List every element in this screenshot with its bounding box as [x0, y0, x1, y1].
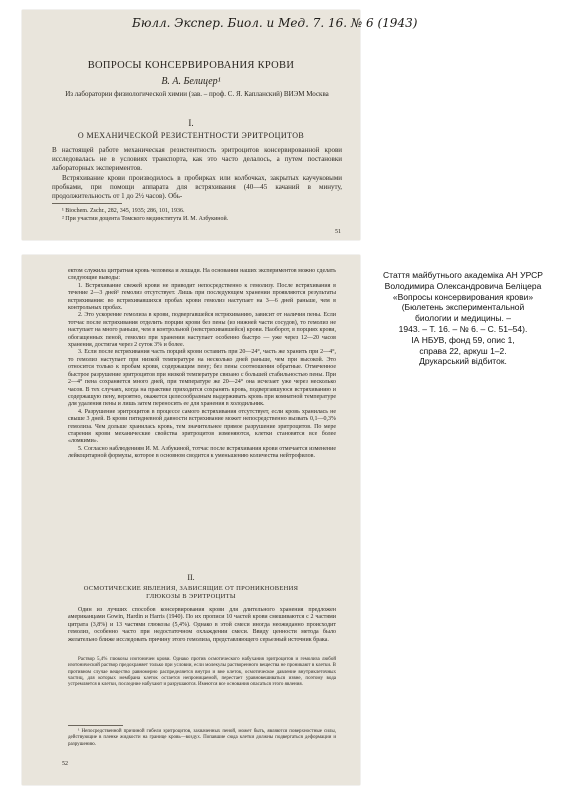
body-paragraph: Встряхивание крови производилось в пробирках или колбочках, закрытых каучуковыми пробками, при помощи аппарата для встряхивания (40—45 качаний в минуту, продолжительность от 1 до 2½ часов). Обь- — [52, 173, 342, 201]
caption-line: Стаття майбутнього академіка АН УРСР — [383, 270, 543, 280]
section-title: О МЕХАНИЧЕСКОЙ РЕЗИСТЕНТНОСТИ ЭРИТРОЦИТОВ — [77, 131, 305, 140]
footnote: ¹ Biochem. Zschr., 282, 345, 1935; 286, 101, 1936. — [62, 208, 185, 214]
page2-body — [68, 268, 336, 461]
page1-footnotes — [62, 207, 332, 223]
section-title: ОСМОТИЧЕСКИЕ ЯВЛЕНИЯ, ЗАВИСЯЩИЕ ОТ ПРОНИКНОВЕНИЯ ГЛЮКОЗЫ В ЭРИТРОЦИТЫ — [83, 585, 299, 600]
handwritten-citation: Бюлл. Экспер. Биол. и Мед. 7. 16. № 6 (1943) — [132, 16, 418, 30]
caption-line: биологии и медицины. – — [415, 313, 511, 324]
caption-line: ІА НБУВ, фонд 59, опис 1, — [411, 334, 515, 345]
article-affiliation: Из лаборатории физиологической химии (зав. – проф. С. Я. Капланский) ВИЭМ Москва — [65, 90, 329, 98]
caption-line: «Вопросы консервирования крови» — [392, 291, 534, 302]
small-print-paragraph: Раствор 5,4% глюкозы изотоничен крови. Однако против осмотического набухания эритроцитов и гемолиза любой изотонический раствор предохраняет только при условии, если молекулы растворенного вещества не проникают в клетки. В противном случае вещество равномерно распределяется внутри и вне клеток, осмотическое давление внутриклеточных частиц, для которых мембрана клеток остается непроницаемой, перестает уравновешиваться извне, поэтому вода устремляется в клетки, последние набухают и разрушаются. Имеются все основания опасаться этого явления. — [68, 657, 336, 688]
page-51-scan — [22, 10, 418, 240]
conclusion-3: 3. Если после встряхивания часть порций крови оставить при 20—24°, часть же хранить при 2—4°, то гемолиз наступает при низкой температуре на несколько дней раньше, чем при высокой. Это относится только к пробам крови, содержащим пену; без пены соотношения обратные. Отмеченное быстрое разрушение эритроцитов при низкой температуре связано с большей стабильностью пены. При 2—4° пена сохраняется много дней, при температуре же 20—24° она исчезает уже через несколько часов. В тех случаях, когда на практике приходится сохранять кровь, подвергавшуюся встряхиванию и содержащую пену, вероятно, окажется целесообразным выдерживать кровь при комнатной температуре для удаления пены и лишь затем переносить ее для хранения в холодильник. — [68, 349, 336, 408]
caption-line: справа 22, аркуш 1–2. — [419, 345, 507, 356]
caption-line: Володимира Олександровича Беліцера — [384, 280, 542, 291]
footnote: ² При участии доцента Томского мединститута И. М. Азбукиной. — [62, 216, 229, 222]
caption-line: (Бюлетень экспериментальной — [401, 302, 525, 313]
footnote-divider — [52, 203, 122, 204]
section-number: I. — [188, 118, 194, 128]
body-paragraph: ектом служила цитратная кровь человека и лошади. На основании наших экспериментов можно сделать следующие выводы: — [68, 268, 336, 282]
body-paragraph: В настоящей работе механическая резистентность эритроцитов консервированной крови исследовалась не в условиях транспорта, как это часто делалось, а путем постановки лабораторных экспериментов. — [52, 146, 342, 173]
page1-body — [52, 146, 342, 201]
archive-caption — [368, 270, 558, 367]
footnote-divider — [68, 725, 123, 726]
article-title: ВОПРОСЫ КОНСЕРВИРОВАНИЯ КРОВИ — [87, 60, 295, 71]
page-52-scan — [22, 255, 360, 785]
article-author: В. А. Белицер¹ — [161, 76, 221, 87]
footnote: ¹ Непосредственной причиной гибели эритроцитов, захваченных пеной, может быть, являются поверхностные силы, действующие в пленке жидкости на границе кровь—воздух. Попавшие сюда клетки должны подвергаться деформации и разрушению. — [68, 729, 336, 747]
page-number: 52 — [62, 761, 68, 767]
page-number: 51 — [335, 229, 341, 235]
section2-body — [68, 607, 336, 644]
caption-line: 1943. – Т. 16. – № 6. – С. 51–54). — [398, 323, 528, 334]
body-paragraph: Один из лучших способов консервирования крови для длительного хранения предложен американцами Gowin, Hardin и Harris (1940). По их прописи 10 частей крови смешиваются с 2 частями цитрата (3,8%) и 13 частями глюкозы (5,4%). Однако в этой смеси иногда неожиданно происходит гемолиз, особенно часто при недостаточном охлаждении смеси. Ввиду ценности метода было желательно ближе исследовать причину этого гемолиза, представляющего серьезный источник брака. — [68, 607, 336, 643]
conclusion-5: 5. Согласно наблюдениям И. М. Азбукиной, тотчас после встряхивания крови отмечается изменение лейкоцитарной формулы, которое в основном сводится к уменьшению количества нейтрофилов. — [68, 445, 336, 460]
conclusion-4: 4. Разрушение эритроцитов в процессе самого встряхивания отсутствует, если кровь хранилась не свыше 3 дней. В крови пятидневной давности встряхивание может непосредственно вызвать 0,1—0,3% гемолиза. Чем дольше хранилась кровь, тем значительнее прямое разрушение эритроцитов. По мере старения крови механические свойства эритроцитов изменяются, клетки становятся все более «ломкими». — [68, 408, 336, 445]
conclusion-1: 1. Встряхивание свежей крови не приводит непосредственно к гемолизу. После встряхивания в течение 2—3 дней¹ гемолиз отсутствует. Лишь при последующем хранении проявляются результаты встряхивания: во встряхивавшихся пробах крови гемолиз наступает на 3—6 дней раньше, чем в контрольных пробах. — [68, 282, 336, 312]
section-number: II. — [187, 573, 195, 582]
conclusion-2: 2. Это ускорение гемолиза в крови, подвергавшейся встряхиванию, зависит от наличия пены. Если тотчас после встряхивания отделить порции крови без пены (из нижней части сосудов), то гемолиз не наступает на много раньше, чем в контрольной (невстряхивавшейся) крови. Наоборот, в порциях крови, обогащенных пеной, гемолиз при хранении наступает особенно быстро — уже через 12—20 часов хранения, достигая через 2 суток 3% и более. — [68, 312, 336, 349]
caption-line: Друкарський відбиток. — [419, 356, 507, 367]
